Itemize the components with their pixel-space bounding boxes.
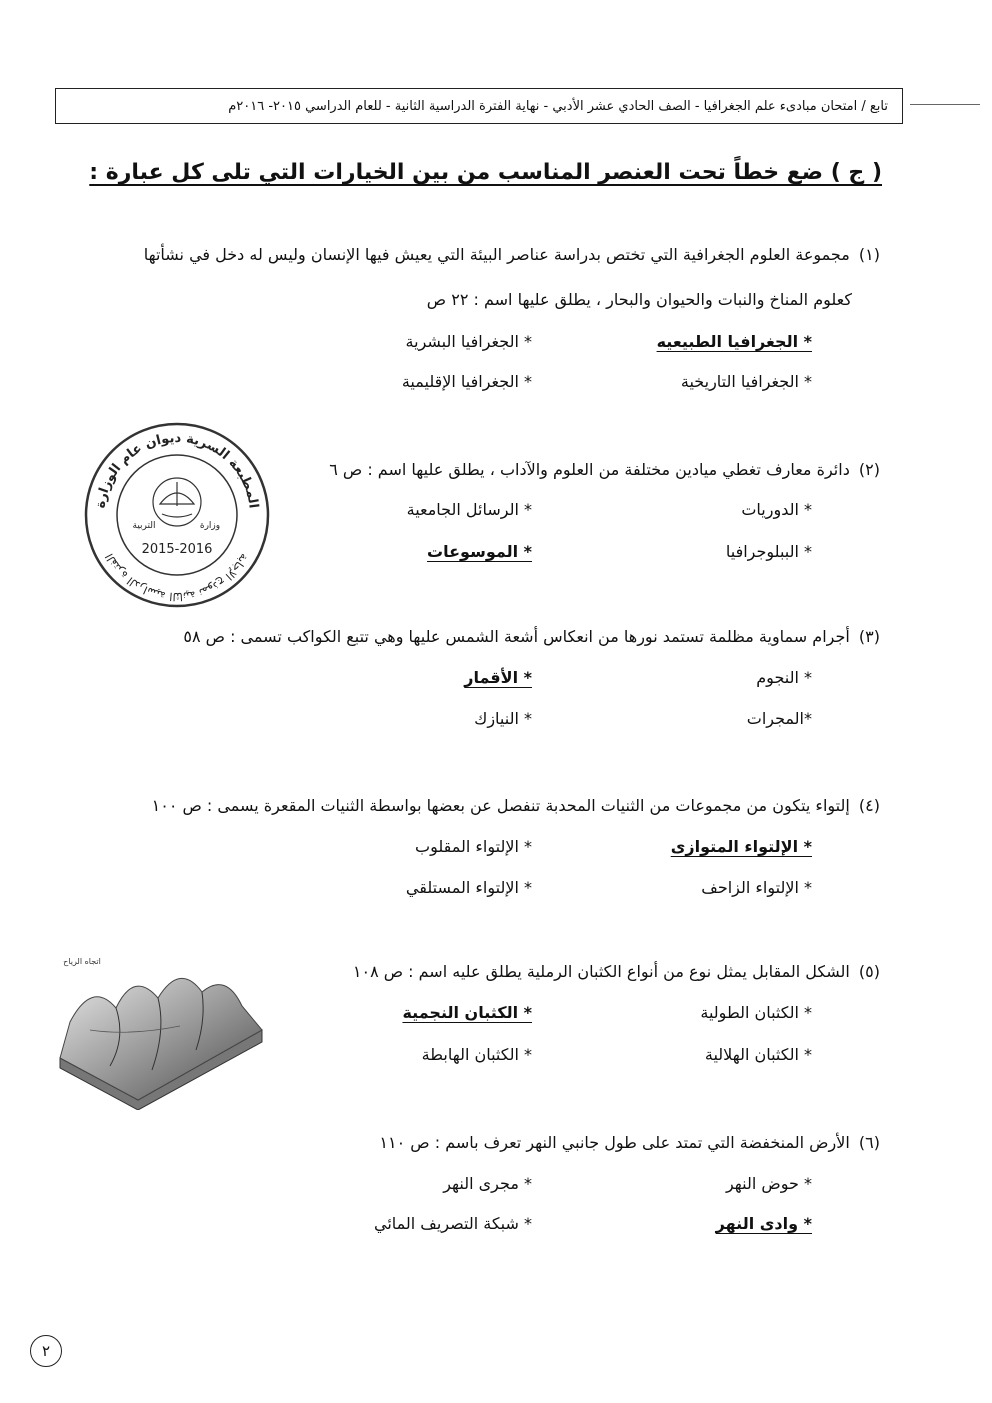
question-text: دائرة معارف تغطي ميادين مختلفة من العلوم والآداب ، يطلق عليها اسم : ص ٦ — [329, 460, 850, 479]
option-1a-correct[interactable]: * الجغرافيا الطبيعيه — [656, 332, 812, 351]
option-6d[interactable]: * شبكة التصريف المائي — [373, 1214, 532, 1233]
option-6a[interactable]: * حوض النهر — [725, 1174, 812, 1193]
section-title: ( ج ) ضع خطاً تحت العنصر المناسب من بين الخيارات التي تلى كل عبارة : — [89, 160, 882, 185]
header-text: تابع / امتحان مبادىء علم الجغرافيا - الصف الحادي عشر الأدبي - نهاية الفترة الدراسية الثانية - للعام الدراسي ٢٠١٥- ٢٠١٦م — [228, 98, 888, 114]
question-1 — [144, 245, 880, 264]
option-3b-correct[interactable]: * الأقمار — [464, 668, 532, 687]
question-6 — [379, 1133, 880, 1152]
exam-header — [55, 88, 903, 124]
stamp-ministry-text: وزارة — [199, 521, 221, 531]
stamp-education-text: التربية — [132, 521, 156, 531]
question-2 — [329, 460, 880, 479]
star-dune-figure — [30, 950, 280, 1110]
option-1d[interactable]: * الجغرافيا الإقليمية — [401, 372, 532, 391]
option-1c[interactable]: * الجغرافيا التاريخية — [680, 372, 812, 391]
option-4d[interactable]: * الإلتواء المستلقي — [405, 878, 532, 897]
option-5a[interactable]: * الكثبان الطولية — [700, 1003, 812, 1022]
question-4 — [152, 796, 880, 815]
option-5c[interactable]: * الكثبان الهلالية — [704, 1045, 812, 1064]
option-3d[interactable]: * النيازك — [474, 709, 532, 728]
question-3 — [183, 627, 880, 646]
stamp-lower-text: الفترة الدراسية الثانية نموذج الإجابة — [102, 551, 252, 604]
question-text: أجرام سماوية مظلمة تستمد نورها من انعكاس أشعة الشمس عليها وهي تتبع الكواكب تسمى : ص ٥٨ — [183, 627, 850, 646]
option-4c[interactable]: * الإلتواء الزاحف — [701, 878, 812, 897]
option-6c-correct[interactable]: * وادى النهر — [715, 1214, 812, 1233]
stamp-year-text: 2015-2016 — [141, 542, 213, 557]
question-number: (٣) — [858, 627, 880, 646]
question-text: مجموعة العلوم الجغرافية التي تختص بدراسة عناصر البيئة التي يعيش فيها الإنسان وليس له دخل في نشأتها — [143, 245, 850, 264]
wind-direction-label: اتجاه الرياح — [63, 957, 101, 966]
question-number: (٥) — [858, 962, 880, 981]
question-text: إلتواء يتكون من مجموعات من الثنيات المحدبة تنفصل عن بعضها بواسطة الثنيات المقعرة يسمى : ص ١٠٠ — [151, 796, 850, 815]
option-1b[interactable]: * الجغرافيا البشرية — [405, 332, 532, 351]
option-4b[interactable]: * الإلتواء المقلوب — [415, 837, 532, 856]
question-5 — [353, 962, 880, 981]
question-number: (١) — [858, 245, 880, 264]
question-number: (٢) — [858, 460, 880, 479]
option-3a[interactable]: * النجوم — [756, 668, 812, 687]
question-number: (٤) — [858, 796, 880, 815]
option-2b[interactable]: * الرسائل الجامعية — [406, 500, 532, 519]
question-text: الأرض المنخفضة التي تمتد على طول جانبي النهر تعرف باسم : ص ١١٠ — [379, 1133, 850, 1152]
option-5b-correct[interactable]: * الكثبان النجمية — [402, 1003, 532, 1022]
stamp-outer-text: المطبعة السرية ديوان عام الوزارة — [93, 430, 261, 510]
option-3c[interactable]: *المجرات — [746, 709, 812, 728]
question-number: (٦) — [858, 1133, 880, 1152]
ministry-stamp — [82, 420, 272, 610]
header-divider — [910, 104, 980, 105]
question-text: الشكل المقابل يمثل نوع من أنواع الكثبان الرملية يطلق عليه اسم : ص ١٠٨ — [352, 962, 850, 981]
option-4a-correct[interactable]: * الإلتواء المتوازى — [670, 837, 812, 856]
option-6b[interactable]: * مجرى النهر — [443, 1174, 532, 1193]
option-2a[interactable]: * الدوريات — [741, 500, 812, 519]
question-1-continuation: كعلوم المناخ والنبات والحيوان والبحار ، يطلق عليها اسم : ٢٢ ص — [426, 290, 852, 309]
option-2c[interactable]: * الببلوجرافيا — [725, 542, 812, 561]
page-number: ٢ — [30, 1335, 62, 1367]
svg-text:الفترة الدراسية الثانية نموذج — [103, 551, 251, 603]
option-2d-correct[interactable]: * الموسوعات — [427, 542, 532, 561]
stamp-emblem-icon — [153, 478, 201, 526]
option-5d[interactable]: * الكثبان الهابطة — [421, 1045, 532, 1064]
